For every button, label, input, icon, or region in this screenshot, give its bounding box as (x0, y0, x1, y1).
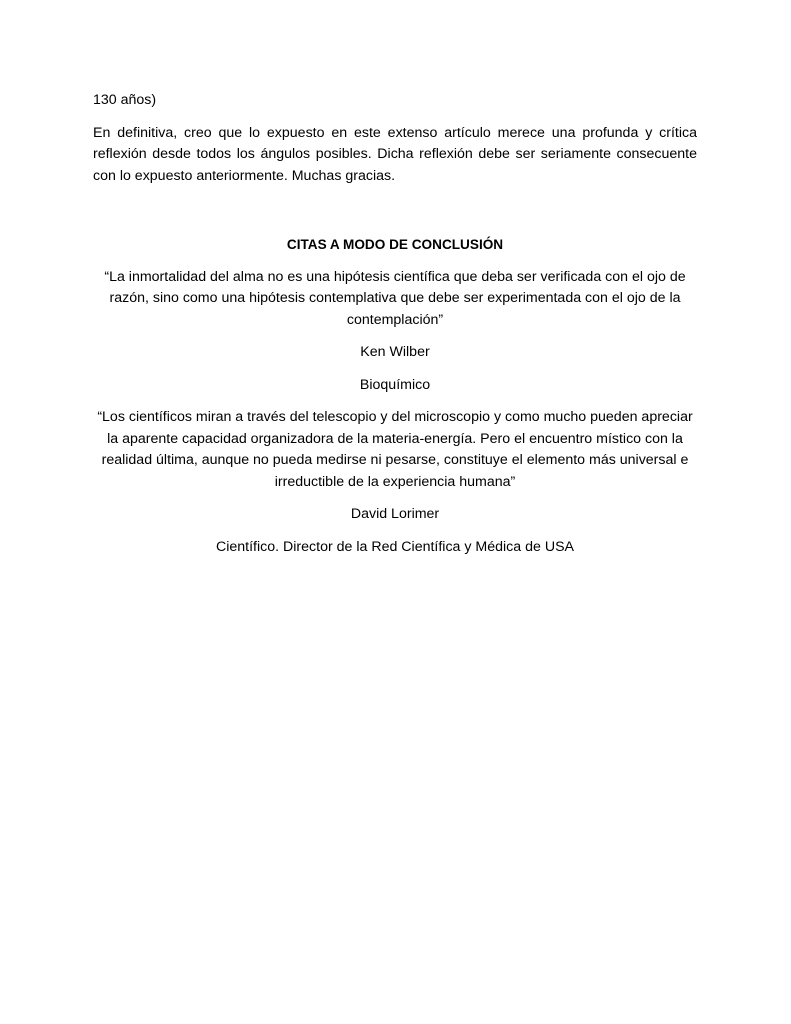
continuation-text: 130 años) (93, 92, 157, 108)
quote-role-1: Bioquímico (359, 376, 431, 393)
page-content (93, 90, 697, 569)
section-spacer (93, 198, 697, 234)
section-heading: CITAS A MODO DE CONCLUSIÓN (286, 237, 504, 252)
closing-paragraph: En definitiva, creo que lo expuesto en este extenso artículo merece una profunda y crítica reflexión desde todos los ángulos posibles. Dicha reflexión debe ser seriamente consecuente con lo expuesto anteriormente. Muchas gracias. (93, 124, 697, 184)
quote-text-1: “La inmortalidad del alma no es una hipótesis científica que deba ser verificada con el ojo de razón, sino como una hipótesis contemplativa que debe ser experimentada con el ojo de la contemplación” (104, 268, 686, 328)
quote-text-2: “Los científicos miran a través del telescopio y del microscopio y como mucho pueden apreciar la aparente capacidad organizadora de la materia-energía. Pero el encuentro místico con la realidad última, aunque no pueda medirse ni pesarse, constituye el elemento más universal e irreductible de la experiencia humana” (97, 409, 693, 490)
quote-author-1: Ken Wilber (360, 344, 430, 360)
quote-author-2: David Lorimer (350, 506, 440, 522)
quote-role-2: Científico. Director de la Red Científica y Médica de USA (216, 538, 574, 555)
